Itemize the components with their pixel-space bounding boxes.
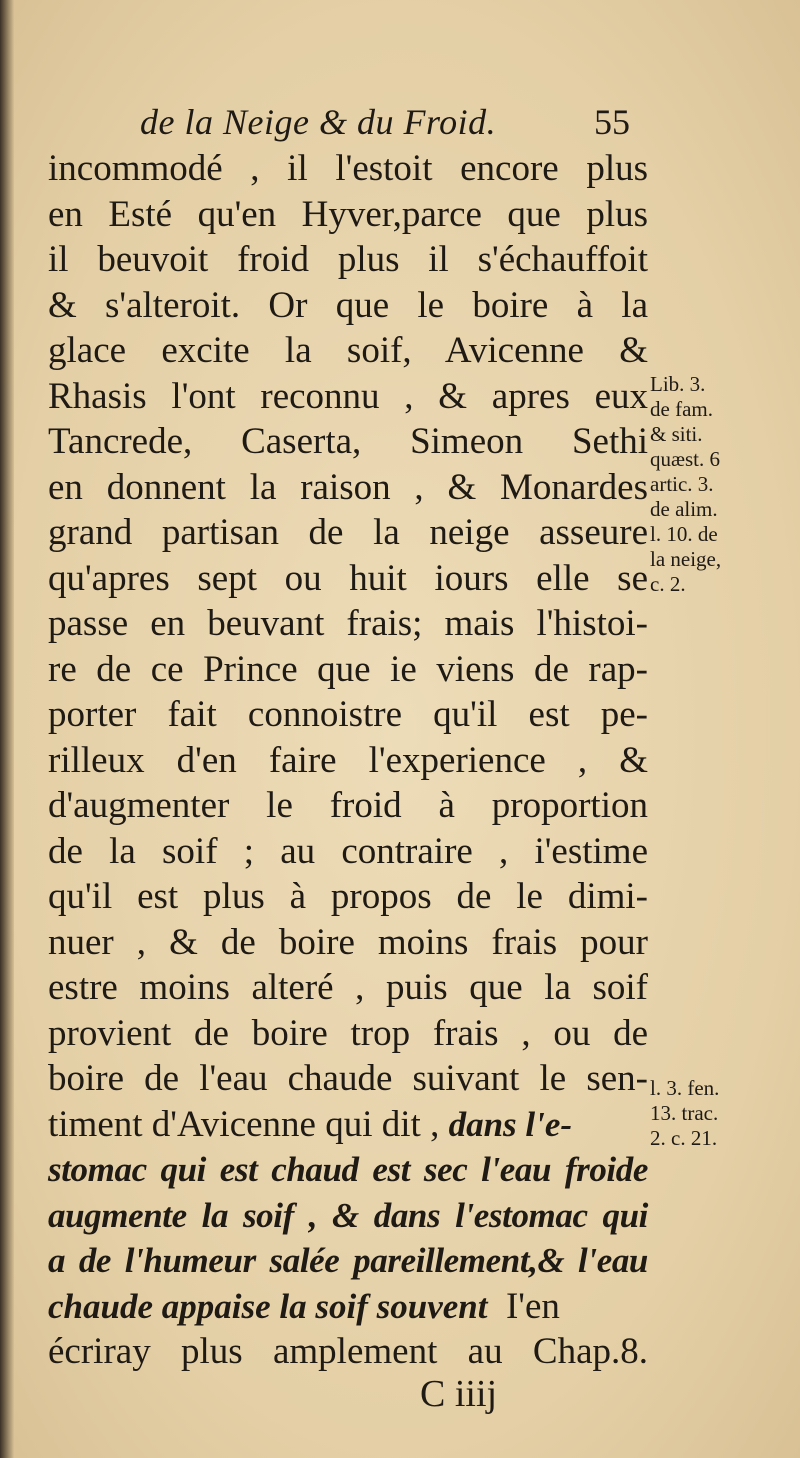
- text-line: re de ce Prince que ie viens de rap-: [48, 648, 648, 690]
- text-line: Rhasis l'ont reconnu , & apres eux: [48, 375, 648, 417]
- text-line-italic: augmente la soif , & dans l'estomac qui: [48, 1195, 648, 1235]
- text-line: nuer , & de boire moins frais pour: [48, 921, 648, 963]
- text-line: d'augmenter le froid à proportion: [48, 785, 648, 826]
- margin-note-line: de fam.: [650, 397, 713, 421]
- text-line: qu'il est plus à propos de le dimi-: [48, 876, 648, 917]
- signature-mark: C iiij: [420, 1373, 498, 1415]
- text-line-mixed: [48, 1284, 648, 1330]
- text-line: de la soif ; au contraire , i'estime: [48, 830, 648, 872]
- margin-note-reference: [650, 372, 780, 597]
- margin-note-line: quæst. 6: [650, 447, 721, 471]
- text-line: & s'alteroit. Or que le boire à la: [48, 284, 648, 326]
- text-line: en donnent la raison , & Monardes: [48, 466, 648, 508]
- text-line: glace excite la soif, Avicenne &: [48, 330, 648, 371]
- text-line: grand partisan de la neige asseure: [48, 512, 648, 553]
- text-line-mixed: [48, 1102, 648, 1148]
- page-number: 55: [594, 102, 630, 142]
- margin-note-line: Lib. 3.: [650, 372, 706, 396]
- text-line: écriray plus amplement au Chap.8.: [48, 1331, 648, 1372]
- text-line: provient de boire trop frais , ou de: [48, 1012, 648, 1054]
- margin-note-line: de alim.: [650, 497, 718, 521]
- text-line: boire de l'eau chaude suivant le sen-: [48, 1058, 648, 1099]
- margin-note-line: c. 2.: [650, 572, 686, 596]
- margin-note-line: artic. 3.: [650, 472, 714, 496]
- text-line: il beuvoit froid plus il s'échauffoit: [48, 239, 648, 280]
- running-header: [140, 96, 640, 148]
- text-line: en Esté qu'en Hyver,parce que plus: [48, 193, 648, 235]
- margin-note-line: la neige,: [650, 547, 722, 571]
- text-roman-segment: I'en: [487, 1285, 560, 1327]
- text-line-italic: stomac qui est chaud est sec l'eau froide: [48, 1150, 648, 1189]
- text-italic-segment: dans l'e-: [448, 1104, 573, 1144]
- main-text-block: [48, 146, 648, 1375]
- page-gutter: [0, 0, 14, 1458]
- text-line-italic: a de l'humeur salée pareillement,& l'eau: [48, 1241, 648, 1280]
- text-italic-segment: chaude appaise la soif souvent: [48, 1286, 488, 1326]
- margin-note-reference: [650, 1076, 780, 1151]
- text-line: porter fait connoistre qu'il est pe-: [48, 694, 648, 735]
- text-roman-segment: timent d'Avicenne qui dit ,: [48, 1103, 449, 1145]
- margin-note-line: l. 10. de: [650, 522, 718, 546]
- text-line: qu'apres sept ou huit iours elle se: [48, 557, 648, 599]
- margin-note-line: 2. c. 21.: [650, 1126, 718, 1150]
- running-title: de la Neige & du Froid.: [140, 102, 497, 142]
- margin-note-line: & siti.: [650, 422, 703, 446]
- text-line: rilleux d'en faire l'experience , &: [48, 739, 648, 781]
- text-line: Tancrede, Caserta, Simeon Sethi: [48, 421, 648, 462]
- margin-note-line: 13. trac.: [650, 1101, 719, 1125]
- text-line: incommodé , il l'estoit encore plus: [48, 148, 648, 189]
- text-line: estre moins alteré , puis que la soif: [48, 967, 648, 1008]
- margin-note-line: l. 3. fen.: [650, 1076, 720, 1100]
- text-line: passe en beuvant frais; mais l'histoi-: [48, 603, 648, 644]
